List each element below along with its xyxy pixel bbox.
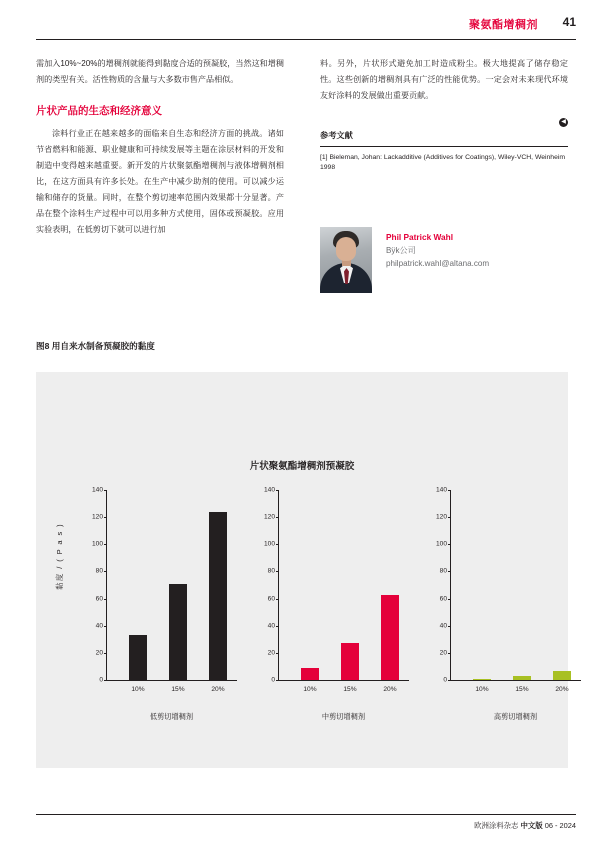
page-number: 41 bbox=[562, 15, 576, 29]
y-axis-tick-mark bbox=[276, 544, 279, 545]
footer-edition: 中文版 bbox=[520, 821, 543, 830]
chart-bar bbox=[473, 679, 491, 680]
y-axis-tick-label: 60 bbox=[95, 595, 103, 603]
footer-divider bbox=[36, 814, 576, 815]
reference-item: [1] Bieleman, Johan: Lackadditive (Additives for Coatings), Wiley-VCH, Weinheim 1998 bbox=[320, 154, 566, 171]
y-axis-tick-label: 0 bbox=[443, 676, 447, 684]
y-axis-tick-label: 140 bbox=[263, 486, 275, 494]
y-axis-tick-mark bbox=[448, 599, 451, 600]
section-heading: 片状产品的生态和经济意义 bbox=[36, 105, 162, 117]
chart-bar bbox=[381, 595, 399, 681]
x-axis-tick-label: 20% bbox=[383, 686, 397, 693]
y-axis-tick-mark bbox=[448, 571, 451, 572]
y-axis-tick-label: 60 bbox=[439, 595, 447, 603]
chart-y-axis-label: 黏度 / ( P a s ) bbox=[55, 523, 64, 590]
chart-plot-area bbox=[435, 486, 581, 693]
x-axis-tick-label: 15% bbox=[171, 686, 185, 693]
chart-title: 片状聚氨酯增稠剂预凝胶 bbox=[249, 461, 355, 472]
x-axis-tick-label: 10% bbox=[475, 686, 489, 693]
y-axis-tick-mark bbox=[276, 571, 279, 572]
x-axis-tick-label: 20% bbox=[555, 686, 569, 693]
y-axis-tick-mark bbox=[104, 653, 107, 654]
y-axis-tick-mark bbox=[276, 626, 279, 627]
chart-bar bbox=[169, 584, 187, 680]
y-axis-tick-label: 100 bbox=[263, 540, 275, 548]
header-title: 聚氨酯增稠剂 bbox=[469, 19, 538, 31]
y-axis-tick-label: 80 bbox=[267, 567, 275, 575]
chart-bar bbox=[341, 643, 359, 680]
y-axis-tick-mark bbox=[104, 517, 107, 518]
y-axis-tick-label: 20 bbox=[95, 649, 103, 657]
page-header bbox=[0, 0, 600, 40]
x-axis-tick-label: 15% bbox=[515, 686, 529, 693]
right-paragraph-1: 料。另外，片状形式避免加工时造成粉尘。极大地提高了储存稳定性。这些创新的增稠剂具有广泛的性能优势。一定会对未来现代环境友好涂料的发展做出重要贡献。 bbox=[320, 59, 568, 100]
y-axis-tick-mark bbox=[104, 490, 107, 491]
y-axis-tick-label: 40 bbox=[267, 622, 275, 630]
y-axis-tick-mark bbox=[448, 653, 451, 654]
y-axis-tick-mark bbox=[448, 544, 451, 545]
y-axis-tick-mark bbox=[104, 626, 107, 627]
footer-issue: 06 - 2024 bbox=[544, 821, 576, 830]
y-axis-tick-label: 40 bbox=[439, 622, 447, 630]
y-axis-tick-label: 60 bbox=[267, 595, 275, 603]
y-axis-tick-mark bbox=[104, 680, 107, 681]
y-axis-tick-mark bbox=[276, 653, 279, 654]
y-axis-tick-label: 20 bbox=[439, 649, 447, 657]
y-axis-tick-mark bbox=[276, 517, 279, 518]
chart-bar bbox=[301, 668, 319, 680]
y-axis-tick-label: 80 bbox=[439, 567, 447, 575]
author-email[interactable]: philpatrick.wahl@altana.com bbox=[386, 259, 490, 268]
y-axis-tick-label: 140 bbox=[435, 486, 447, 494]
y-axis-tick-mark bbox=[276, 599, 279, 600]
chart-bar bbox=[209, 512, 227, 680]
y-axis-tick-label: 140 bbox=[91, 486, 103, 494]
left-paragraph-2: 涂料行业正在越来越多的面临来自生态和经济方面的挑战。诸如节省燃料和能源、职业健康和可持续发展等主题在涂层材料的开发和制造中变得越来越重要。新开发的片状聚氨酯增稠剂与液体增稠剂相比，在这方面具有许多长处。在生产中减少助剂的使用。可以减少运输和储存的货量。同时，在整个剪切速率范围内效果都十分显著。产品在整个涂料生产过程中可以用多种方式使用，固体或预凝胶。应用实验表明，在低剪切下就可以进行加 bbox=[36, 129, 284, 234]
right-text-column bbox=[320, 56, 568, 173]
y-axis-tick-mark bbox=[104, 599, 107, 600]
header-divider bbox=[36, 39, 576, 40]
left-paragraph-1: 需加入10%~20%的增稠剂就能得到黏度合适的预凝胶，当然这和增稠剂的类型有关。活性物质的含量与大多数市售产品相似。 bbox=[36, 59, 284, 84]
y-axis-tick-mark bbox=[276, 490, 279, 491]
chart-subpanel-caption: 低剪切增稠剂 bbox=[149, 712, 194, 721]
y-axis-tick-label: 40 bbox=[95, 622, 103, 630]
chart-bar bbox=[513, 676, 531, 680]
y-axis-tick-label: 120 bbox=[91, 513, 103, 521]
author-block bbox=[320, 227, 568, 297]
x-axis-tick-label: 10% bbox=[131, 686, 145, 693]
author-name: Phil Patrick Wahl bbox=[386, 232, 454, 242]
y-axis-tick-label: 0 bbox=[271, 676, 275, 684]
author-info bbox=[386, 231, 566, 270]
y-axis-tick-label: 20 bbox=[267, 649, 275, 657]
y-axis-tick-mark bbox=[448, 517, 451, 518]
footer-magazine: 欧洲涂料杂志 bbox=[474, 821, 519, 830]
author-company: Bÿk公司 bbox=[386, 246, 416, 255]
y-axis-tick-mark bbox=[448, 626, 451, 627]
chart-subpanel-caption: 中剪切增稠剂 bbox=[321, 712, 366, 721]
end-of-article-icon: ◀ bbox=[559, 118, 568, 127]
chart-bar bbox=[129, 635, 147, 680]
chart-panel bbox=[36, 372, 568, 768]
y-axis-tick-mark bbox=[104, 544, 107, 545]
y-axis-tick-mark bbox=[448, 490, 451, 491]
y-axis-tick-mark bbox=[104, 571, 107, 572]
footer-text bbox=[474, 820, 576, 831]
y-axis-tick-label: 0 bbox=[99, 676, 103, 684]
chart-subpanel-caption: 高剪切增稠剂 bbox=[493, 712, 538, 721]
x-axis-tick-label: 15% bbox=[343, 686, 357, 693]
y-axis-tick-label: 120 bbox=[263, 513, 275, 521]
y-axis-tick-label: 100 bbox=[435, 540, 447, 548]
y-axis-tick-label: 120 bbox=[435, 513, 447, 521]
x-axis-tick-label: 20% bbox=[211, 686, 225, 693]
chart-plot-area bbox=[263, 486, 409, 693]
y-axis-tick-mark bbox=[448, 680, 451, 681]
chart-plot-area bbox=[91, 486, 237, 693]
references-divider bbox=[320, 146, 568, 147]
chart-bar bbox=[553, 671, 571, 681]
references-heading: 参考文献 bbox=[320, 131, 353, 140]
y-axis-tick-label: 100 bbox=[91, 540, 103, 548]
y-axis-tick-label: 80 bbox=[95, 567, 103, 575]
left-text-column bbox=[36, 56, 284, 247]
author-portrait bbox=[320, 227, 372, 293]
figure-caption: 图8 用自来水制备预凝胶的黏度 bbox=[36, 341, 155, 351]
x-axis-tick-label: 10% bbox=[303, 686, 317, 693]
y-axis-tick-mark bbox=[276, 680, 279, 681]
